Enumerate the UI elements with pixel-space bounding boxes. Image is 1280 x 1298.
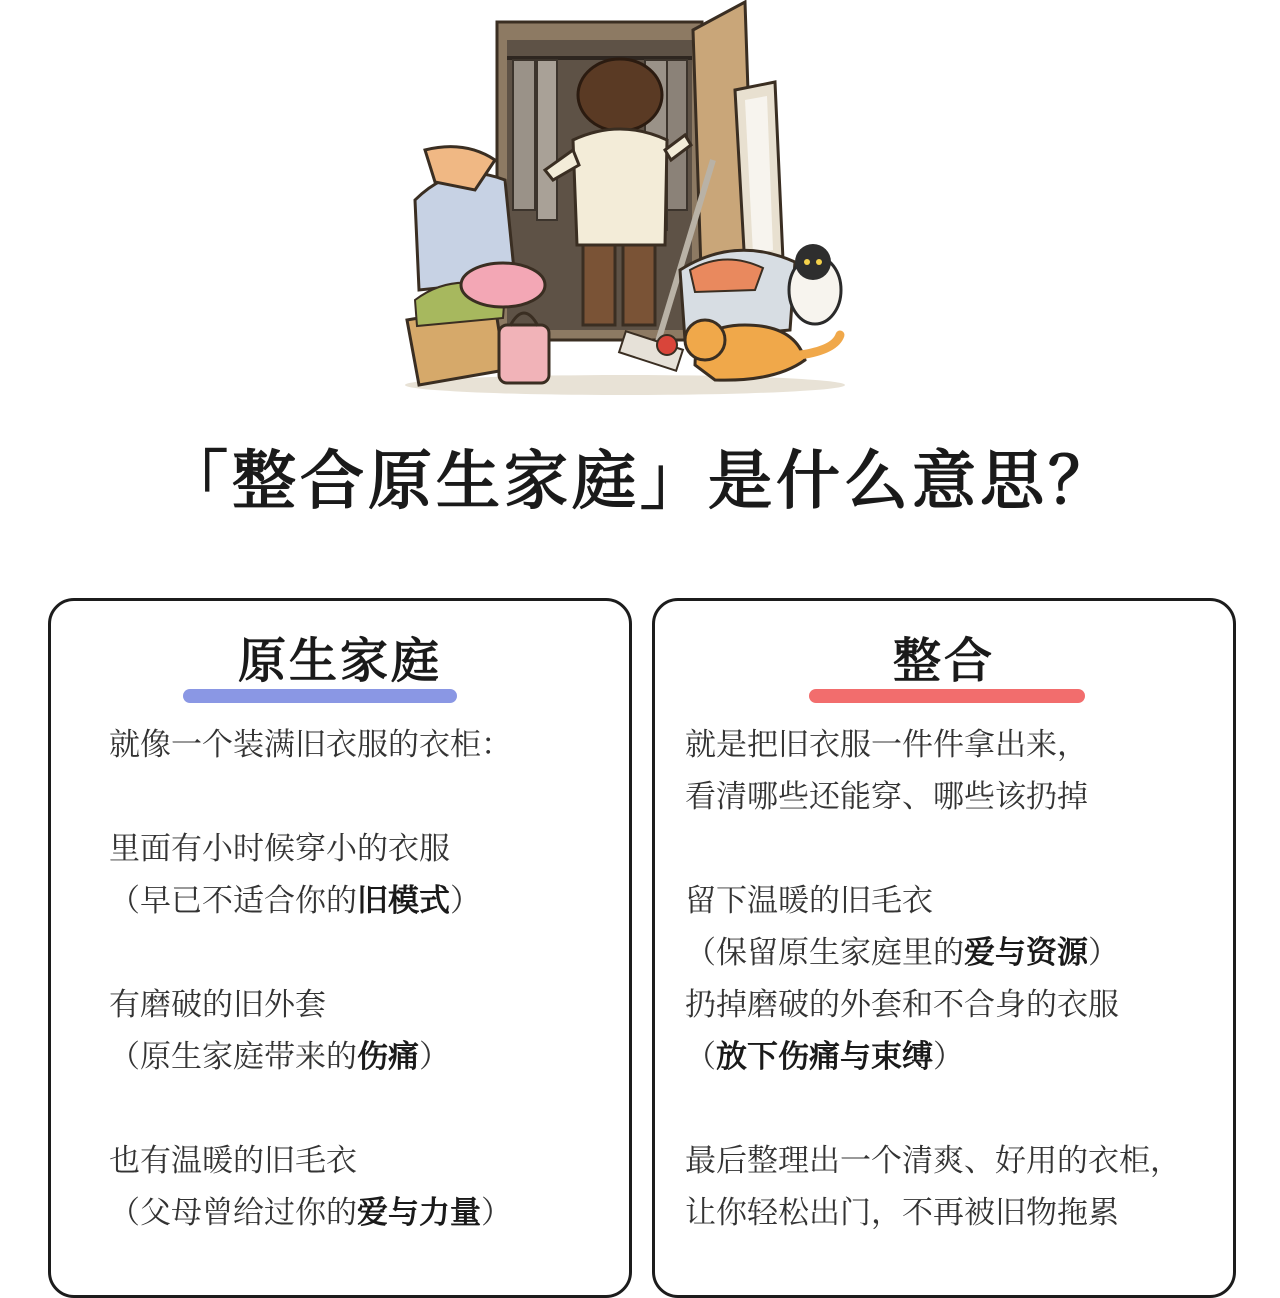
card-heading: 原生家庭: [237, 633, 442, 689]
paren-text: （保留原生家庭里的: [685, 935, 964, 971]
text-line: 最后整理出一个清爽、好用的衣柜，: [685, 1143, 1181, 1179]
page-title: 「整合原生家庭」是什么意思？: [164, 444, 1116, 519]
text-line: 就是把旧衣服一件件拿出来，: [685, 727, 1088, 763]
paren-text: （父母曾给过你的: [109, 1195, 357, 1231]
paren-text: （早已不适合你的: [109, 883, 357, 919]
paren-close: ）: [933, 1039, 964, 1075]
text-paragraph: [685, 1135, 1223, 1239]
paren-close: ）: [419, 1039, 450, 1075]
emphasis-text: 放下伤痛与束缚: [716, 1039, 933, 1075]
card-body: [109, 719, 619, 1291]
text-line: 也有温暖的旧毛衣: [109, 1143, 357, 1179]
emphasis-text: 爱与资源: [964, 935, 1088, 971]
emphasis-text: 爱与力量: [357, 1195, 481, 1231]
paren-close: ）: [1088, 935, 1119, 971]
text-line: 扔掉磨破的外套和不合身的衣服: [685, 987, 1119, 1023]
text-line: [109, 875, 619, 927]
text-line: [685, 1031, 1223, 1083]
text-line: 有磨破的旧外套: [109, 987, 326, 1023]
text-paragraph: [109, 979, 619, 1083]
card-body: [685, 719, 1223, 1291]
text-paragraph: [109, 823, 619, 927]
text-line: 让你轻松出门，不再被旧物拖累: [685, 1195, 1119, 1231]
emphasis-text: 旧模式: [357, 883, 450, 919]
text-line: [109, 1187, 619, 1239]
text-paragraph: [685, 719, 1223, 823]
heading-underline: [183, 689, 457, 703]
text-line: [109, 1031, 619, 1083]
paren-close: ）: [450, 883, 481, 919]
paren-close: ）: [481, 1195, 512, 1231]
card-heading: 整合: [892, 633, 995, 689]
text-line: [685, 927, 1223, 979]
text-line: 里面有小时候穿小的衣服: [109, 831, 450, 867]
text-line: 留下温暖的旧毛衣: [685, 883, 933, 919]
wardrobe-decluttering-illustration: [395, 0, 865, 400]
paren-text: （: [685, 1039, 716, 1075]
origin-family-card: [48, 598, 632, 1298]
text-paragraph: [685, 875, 1223, 1083]
text-paragraph: [109, 1135, 619, 1239]
paren-text: （原生家庭带来的: [109, 1039, 357, 1075]
heading-underline: [809, 689, 1085, 703]
text-line: 看清哪些还能穿、哪些该扔掉: [685, 779, 1088, 815]
emphasis-text: 伤痛: [357, 1039, 419, 1075]
integration-card: [652, 598, 1236, 1298]
text-paragraph: [109, 719, 619, 771]
text-line: 就像一个装满旧衣服的衣柜：: [109, 727, 512, 763]
